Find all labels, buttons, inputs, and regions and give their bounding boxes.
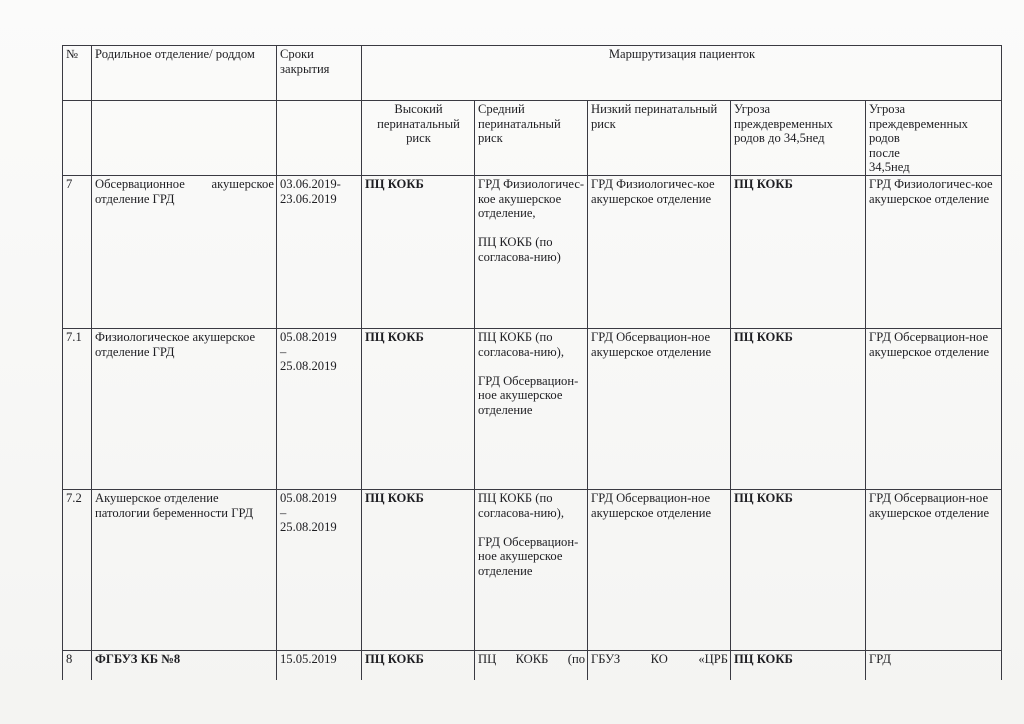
table-row xyxy=(63,650,1002,680)
table-row xyxy=(63,328,1002,489)
row-dates: 05.08.2019 – 25.08.2019 xyxy=(277,328,362,489)
header-preterm-after xyxy=(866,101,1002,176)
row-low-risk: ГРД Физиологичес-кое акушерское отделение xyxy=(588,175,731,328)
row-low-risk: ГРД Обсервацион-ное акушерское отделение xyxy=(588,328,731,489)
row-mid-risk-main: ПЦ КОКБ (по согласова-нию), xyxy=(478,490,564,520)
row-dept: Акушерское отделение патологии беременности ГРД xyxy=(92,489,277,650)
table-row xyxy=(63,489,1002,650)
row-num: 8 xyxy=(63,650,92,680)
row-low-risk: ГРД Обсервацион-ное акушерское отделение xyxy=(588,489,731,650)
row-high-risk: ПЦ КОКБ xyxy=(362,650,475,680)
header-dates: Сроки закрытия xyxy=(277,46,362,101)
table-subheader-row xyxy=(63,101,1002,176)
row-num: 7 xyxy=(63,175,92,328)
row-num: 7.2 xyxy=(63,489,92,650)
row-mid-risk-main: ГРД Физиологичес-кое акушерское отделение, xyxy=(478,176,585,221)
row-preterm-after: ГРД Физиологичес-кое акушерское отделение xyxy=(866,175,1002,328)
row-preterm-before: ПЦ КОКБ xyxy=(731,489,866,650)
header-num: № xyxy=(63,46,92,101)
header-preterm-before: Угроза преждевременных родов до 34,5нед xyxy=(731,101,866,176)
row-low-risk: ГБУЗ КО «ЦРБ xyxy=(588,650,731,680)
row-mid-risk xyxy=(475,328,588,489)
header-high-risk: Высокий перинатальный риск xyxy=(362,101,475,176)
row-preterm-after: ГРД xyxy=(866,650,1002,680)
header-mid-risk: Средний перинатальный риск xyxy=(475,101,588,176)
row-dept: ФГБУЗ КБ №8 xyxy=(92,650,277,680)
row-mid-risk-alt: ГРД Обсервацион-ное акушерское отделение xyxy=(478,534,579,578)
header-low-risk: Низкий перинатальный риск xyxy=(588,101,731,176)
row-dates: 05.08.2019 – 25.08.2019 xyxy=(277,489,362,650)
header-dept: Родильное отделение/ роддом xyxy=(92,46,277,101)
row-mid-risk xyxy=(475,175,588,328)
row-dept: Физиологическое акушерское отделение ГРД xyxy=(92,328,277,489)
row-mid-risk-alt: ГРД Обсервацион-ное акушерское отделение xyxy=(478,373,579,417)
table-row xyxy=(63,175,1002,328)
row-dates: 15.05.2019 xyxy=(277,650,362,680)
row-dept: Обсервационное акушерское отделение ГРД xyxy=(92,175,277,328)
row-mid-risk-alt: ПЦ КОКБ (по согласова-нию) xyxy=(478,235,561,264)
header-preterm-after-line2: после xyxy=(869,145,900,160)
row-preterm-before: ПЦ КОКБ xyxy=(731,175,866,328)
row-preterm-before: ПЦ КОКБ xyxy=(731,650,866,680)
row-high-risk: ПЦ КОКБ xyxy=(362,489,475,650)
row-preterm-after: ГРД Обсервацион-ное акушерское отделение xyxy=(866,489,1002,650)
row-dates: 03.06.2019-23.06.2019 xyxy=(277,175,362,328)
table-header-row xyxy=(63,46,1002,101)
row-preterm-before: ПЦ КОКБ xyxy=(731,328,866,489)
row-num: 7.1 xyxy=(63,328,92,489)
row-mid-risk: ПЦ КОКБ (по xyxy=(475,650,588,680)
header-preterm-after-line1: Угроза преждевременных родов xyxy=(869,102,968,146)
routing-table xyxy=(62,45,1002,680)
header-routing: Маршрутизация пациенток xyxy=(362,46,1002,101)
header-preterm-after-line3: 34,5нед xyxy=(869,160,910,175)
row-mid-risk-main: ПЦ КОКБ (по согласова-нию), xyxy=(478,329,564,359)
row-mid-risk xyxy=(475,489,588,650)
row-high-risk: ПЦ КОКБ xyxy=(362,328,475,489)
row-high-risk: ПЦ КОКБ xyxy=(362,175,475,328)
row-preterm-after: ГРД Обсервацион-ное акушерское отделение xyxy=(866,328,1002,489)
